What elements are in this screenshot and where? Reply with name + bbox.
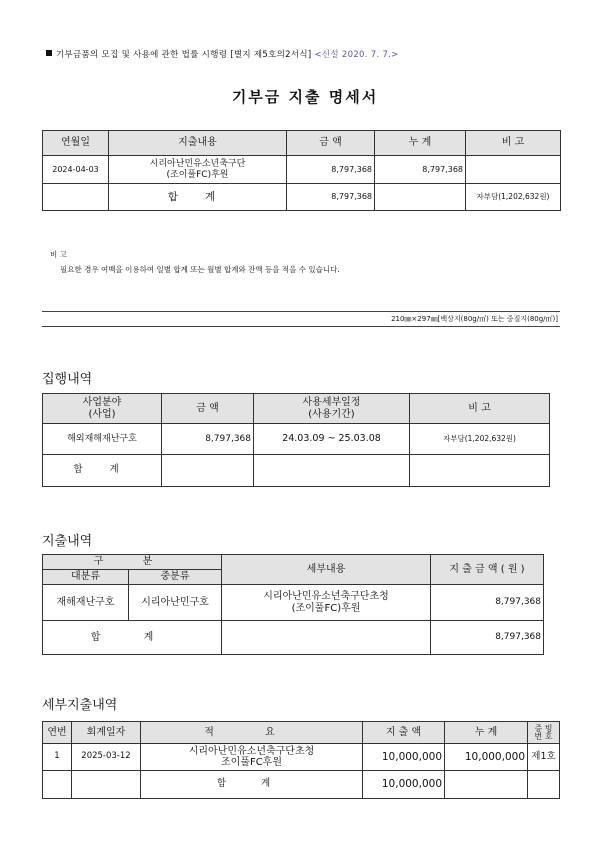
empty-cell — [528, 771, 560, 799]
col-amount: 지 출 금 액 ( 원 ) — [431, 555, 544, 585]
statement-table — [42, 130, 561, 211]
total-amount: 8,797,368 — [287, 184, 375, 211]
empty-cell — [162, 455, 254, 487]
row-minor: 시리아난민구호 — [129, 585, 222, 621]
row-date: 2024-04-03 — [43, 156, 109, 184]
empty-cell — [445, 771, 528, 799]
col-note: 비 고 — [466, 131, 561, 156]
legal-reference — [46, 48, 399, 60]
col-cumulative: 누 계 — [445, 722, 528, 744]
col-evidence: 증 빙 번 호 — [528, 722, 560, 744]
empty-cell — [254, 455, 410, 487]
total-label: 합 계 — [43, 621, 222, 655]
empty-cell — [410, 455, 550, 487]
col-minor: 중분류 — [129, 570, 222, 585]
total-label: 합 계 — [43, 455, 162, 487]
divider — [42, 311, 560, 312]
row-note: 자부담(1,202,632원) — [410, 424, 550, 455]
col-amount: 금 액 — [287, 131, 375, 156]
total-label: 합 계 — [141, 771, 363, 799]
empty-cell — [222, 621, 431, 655]
total-row — [43, 184, 561, 211]
detail-table — [42, 721, 560, 799]
empty-cell — [43, 184, 109, 211]
row-evidence: 제1호 — [528, 744, 560, 771]
col-amount: 금 액 — [162, 394, 254, 424]
row-period: 24.03.09 ~ 25.03.08 — [254, 424, 410, 455]
execution-table — [42, 393, 550, 487]
section-title-spending: 지출내역 — [42, 534, 93, 549]
square-bullet-icon — [46, 50, 52, 56]
total-amount: 10,000,000 — [363, 771, 445, 799]
section-title-execution: 집행내역 — [42, 372, 93, 387]
row-amount: 8,797,368 — [431, 585, 544, 621]
total-note: 자부담(1,202,632원) — [466, 184, 561, 211]
table-row — [43, 744, 560, 771]
col-category: 구 분 — [43, 555, 222, 570]
table-row — [43, 424, 550, 455]
row-amount: 10,000,000 — [363, 744, 445, 771]
total-label: 합 계 — [109, 184, 287, 211]
col-cumulative: 누 계 — [375, 131, 466, 156]
row-amount: 8,797,368 — [162, 424, 254, 455]
row-detail: 시리아난민유소년축구단초청 (조이풀FC)후원 — [222, 585, 431, 621]
row-field: 해외재해재난구호 — [43, 424, 162, 455]
legal-text: 기부금품의 모집 및 사용에 관한 법률 시행령 [별지 제5호의2서식] — [56, 50, 312, 60]
col-no: 연번 — [43, 722, 72, 744]
total-row — [43, 621, 544, 655]
row-cumulative: 8,797,368 — [375, 156, 466, 184]
empty-cell — [72, 771, 141, 799]
row-no: 1 — [43, 744, 72, 771]
row-cumulative: 10,000,000 — [445, 744, 528, 771]
remarks-heading: 비 고 — [50, 250, 67, 259]
col-amount: 지 출 액 — [363, 722, 445, 744]
col-major: 대분류 — [43, 570, 129, 585]
table-row — [43, 585, 544, 621]
row-major: 재해재난구호 — [43, 585, 129, 621]
total-row — [43, 771, 560, 799]
col-desc: 적 요 — [141, 722, 363, 744]
total-amount: 8,797,368 — [431, 621, 544, 655]
total-row — [43, 455, 550, 487]
spending-table — [42, 554, 544, 655]
row-date: 2025-03-12 — [72, 744, 141, 771]
col-date: 연월일 — [43, 131, 109, 156]
col-period: 사용세부일정 (사용기간) — [254, 394, 410, 424]
revision-date: <신설 2020. 7. 7.> — [314, 50, 399, 60]
remarks-body: 필요한 경우 여백을 이용하여 일별 합계 또는 월별 합계와 잔액 등을 적을 수 있습니다. — [60, 265, 340, 274]
empty-cell — [43, 771, 72, 799]
row-note — [466, 156, 561, 184]
table-row — [43, 156, 561, 184]
col-detail: 세부내용 — [222, 555, 431, 585]
section-title-detail: 세부지출내역 — [42, 698, 118, 713]
row-amount: 8,797,368 — [287, 156, 375, 184]
divider — [42, 326, 560, 327]
col-content: 지출내용 — [109, 131, 287, 156]
col-field: 사업분야 (사업) — [43, 394, 162, 424]
empty-cell — [375, 184, 466, 211]
col-date: 회계일자 — [72, 722, 141, 744]
page-title: 기부금 지출 명세서 — [231, 88, 379, 106]
col-note: 비 고 — [410, 394, 550, 424]
row-desc: 시리아난민유소년축구단초청 조이풀FC후원 — [141, 744, 363, 771]
paper-spec: 210㎜×297㎜[백상지(80g/㎡) 또는 중질지(80g/㎡)] — [391, 315, 558, 323]
row-content: 시리아난민유소년축구단 (조이풀FC)후원 — [109, 156, 287, 184]
